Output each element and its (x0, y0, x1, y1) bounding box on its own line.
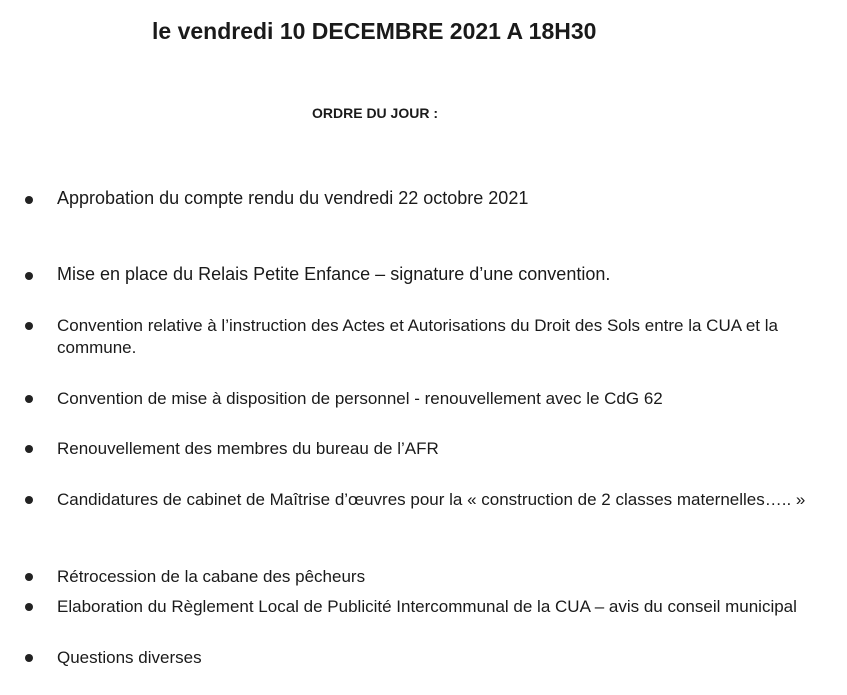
bullet-icon (25, 322, 33, 330)
bullet-icon (25, 654, 33, 662)
agenda-item-text: Renouvellement des membres du bureau de l’AFR (57, 439, 439, 458)
bullet-icon (25, 196, 33, 204)
agenda-item-text: Convention de mise à disposition de personnel - renouvellement avec le CdG 62 (57, 389, 663, 408)
agenda-item-text: Rétrocession de la cabane des pêcheurs (57, 567, 366, 586)
bullet-icon (25, 573, 33, 581)
agenda-heading: ORDRE DU JOUR : (312, 105, 439, 121)
bullet-icon (25, 395, 33, 403)
bullet-icon (25, 272, 33, 280)
agenda-item-text: Mise en place du Relais Petite Enfance – signature d’une convention. (57, 264, 611, 284)
bullet-icon (25, 603, 33, 611)
agenda-item-text: Candidatures de cabinet de Maîtrise d’œuvres pour la « construction de 2 classes maternelles….. » (57, 490, 806, 509)
meeting-date-title: le vendredi 10 DECEMBRE 2021 A 18H30 (152, 18, 597, 44)
agenda-item-text: Elaboration du Règlement Local de Publicité Intercommunal de la CUA – avis du conseil municipal (57, 597, 797, 616)
bullet-icon (25, 445, 33, 453)
agenda-item-text: Convention relative à l’instruction des Actes et Autorisations du Droit des Sols entre la CUA et la commune. (57, 316, 778, 357)
bullet-icon (25, 496, 33, 504)
agenda-item-text: Questions diverses (57, 648, 202, 667)
agenda-item-text: Approbation du compte rendu du vendredi 22 octobre 2021 (57, 188, 529, 208)
